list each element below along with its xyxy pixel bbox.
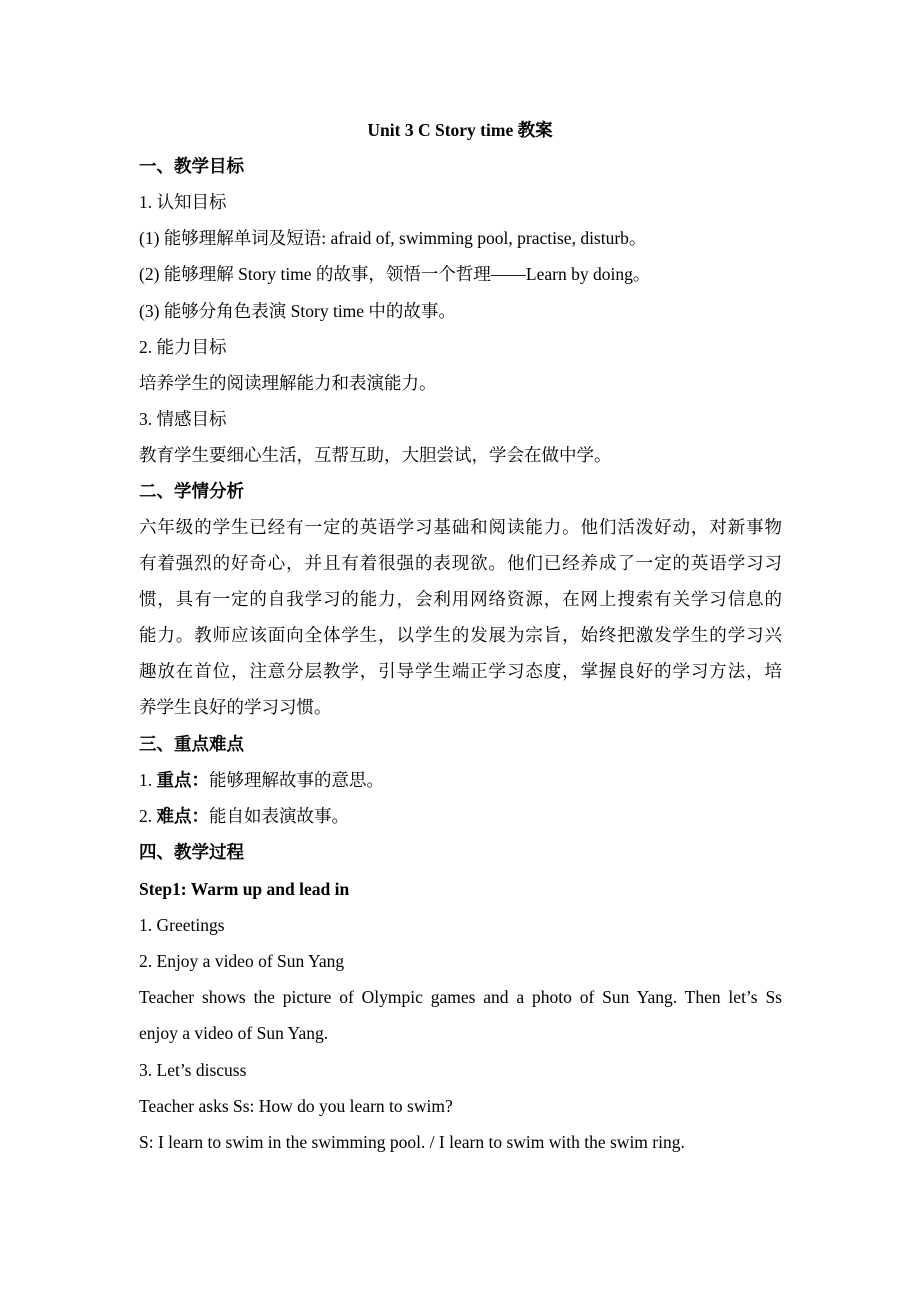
paragraph-line: 有着强烈的好奇心，并且有着很强的表现欲。他们已经养成了一定的英语学习习 <box>139 553 782 573</box>
paragraph-line: 六年级的学生已经有一定的英语学习基础和阅读能力。他们活泼好动，对新事物 <box>139 517 782 537</box>
subheading: 1. 认知目标 <box>139 192 227 212</box>
paragraph: Teacher asks Ss: How do you learn to swim? <box>139 1096 453 1116</box>
num: 2. <box>139 806 157 826</box>
subheading: 3. 情感目标 <box>139 409 227 429</box>
list-item: (3) 能够分角色表演 Story time 中的故事。 <box>139 301 456 321</box>
section-heading: 四、教学过程 <box>139 842 244 862</box>
key-point <box>139 768 782 792</box>
section-heading: 一、教学目标 <box>139 156 244 176</box>
paragraph: 培养学生的阅读理解能力和表演能力。 <box>139 373 437 393</box>
section-heading: 二、学情分析 <box>139 481 244 501</box>
paragraph: 教育学生要细心生活，互帮互助，大胆尝试，学会在做中学。 <box>139 445 612 465</box>
paragraph: 2. Enjoy a video of Sun Yang <box>139 951 345 971</box>
section-heading: 三、重点难点 <box>139 734 244 754</box>
paragraph: S: I learn to swim in the swimming pool. / I learn to swim with the swim ring. <box>139 1132 685 1152</box>
difficult-point <box>139 804 782 828</box>
paragraph: 3. Let’s discuss <box>139 1060 247 1080</box>
paragraph-line: 趣放在首位，注意分层教学，引导学生端正学习态度，掌握良好的学习方法，培 <box>139 661 782 681</box>
text: 能够理解故事的意思。 <box>209 770 384 790</box>
paragraph-line: 能力。教师应该面向全体学生，以学生的发展为宗旨，始终把激发学生的学习兴 <box>139 625 782 645</box>
paragraph: 1. Greetings <box>139 915 225 935</box>
paragraph-line: 养学生良好的学习习惯。 <box>139 697 332 717</box>
paragraph-line: 惯，具有一定的自我学习的能力，会利用网络资源，在网上搜索有关学习信息的 <box>139 589 782 609</box>
text: 能自如表演故事。 <box>209 806 349 826</box>
list-item: (1) 能够理解单词及短语: afraid of, swimming pool, practise, disturb。 <box>139 228 647 248</box>
label: 难点： <box>156 806 209 826</box>
num: 1. <box>139 770 157 790</box>
paragraph-line: Teacher shows the picture of Olympic games and a photo of Sun Yang. Then let’s Ss <box>139 987 782 1007</box>
paragraph-line: enjoy a video of Sun Yang. <box>139 1023 329 1043</box>
subheading: 2. 能力目标 <box>139 337 227 357</box>
document-title: Unit 3 C Story time 教案 <box>367 120 553 140</box>
label: 重点： <box>156 770 209 790</box>
list-item: (2) 能够理解 Story time 的故事，领悟一个哲理——Learn by doing。 <box>139 264 651 284</box>
step-heading: Step1: Warm up and lead in <box>139 879 350 899</box>
